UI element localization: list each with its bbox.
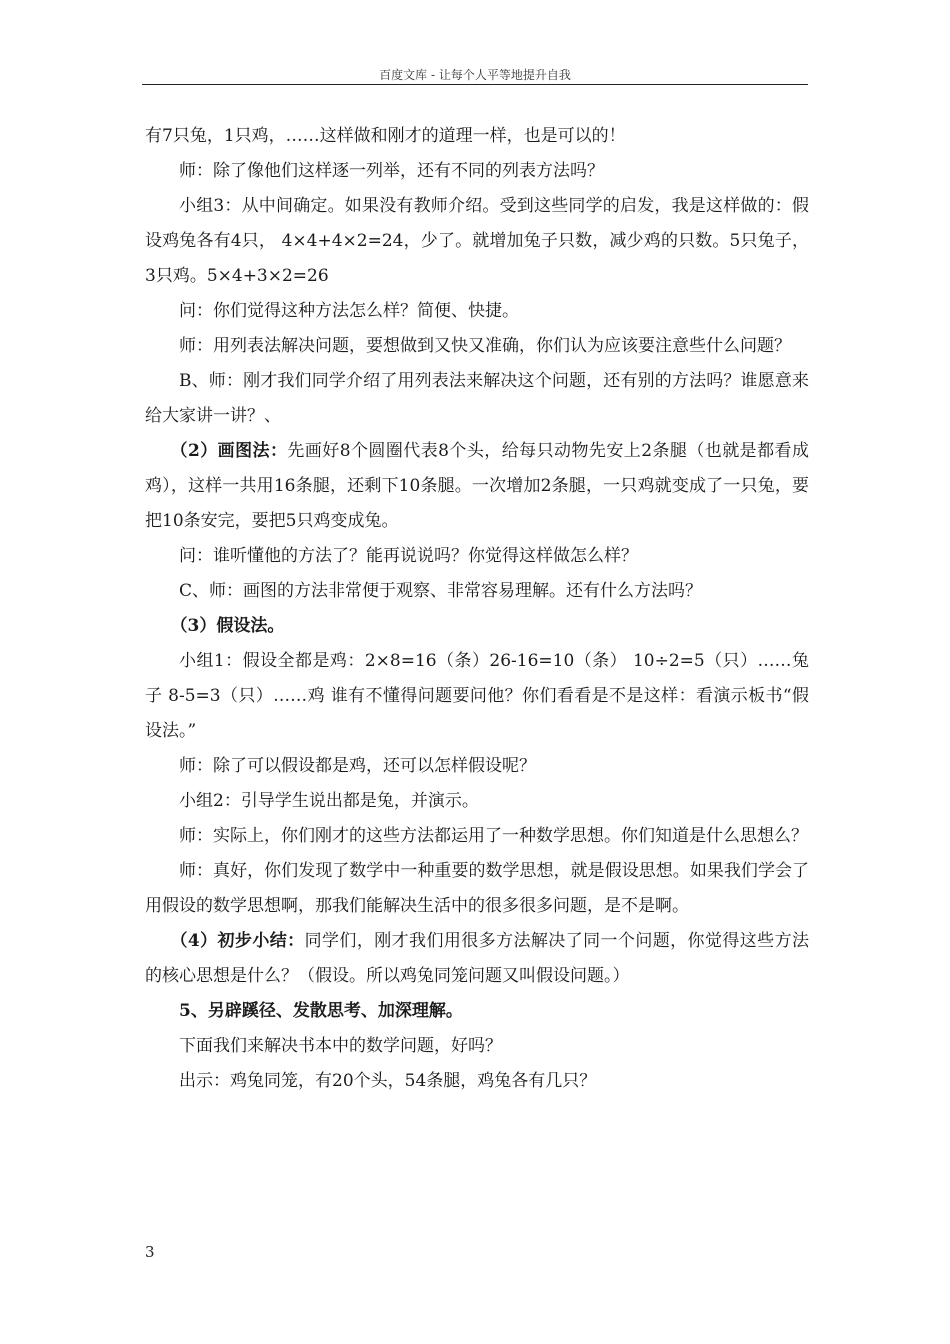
- section-label: （2）画图法：: [170, 441, 288, 461]
- paragraph: C、师：画图的方法非常便于观察、非常容易理解。还有什么方法吗？: [179, 581, 703, 601]
- paragraph: 师：除了可以假设都是鸡，还可以怎样假设呢？: [179, 756, 536, 776]
- paragraph-text: 同学们，刚才我们用很多方法解决了同一个问题，你觉得这些方法的核心思想是什么？（假设。所以鸡兔同笼问题又叫假设问题。）: [145, 931, 809, 986]
- paragraph: 问：你们觉得这种方法怎么样？简便、快捷。: [179, 301, 519, 321]
- paragraph: 师：真好，你们发现了数学中一种重要的数学思想，就是假设思想。如果我们学会了用假设的数学思想啊，那我们能解决生活中的很多很多问题，是不是啊。: [145, 861, 809, 916]
- paragraph: 有7只兔，1只鸡，……这样做和刚才的道理一样，也是可以的！: [145, 126, 626, 146]
- paragraph: 小组2：引导学生说出都是兔，并演示。: [179, 791, 479, 811]
- section-label: （4）初步小结：: [170, 931, 305, 951]
- page-header: 百度文库 - 让每个人平等地提升自我: [379, 68, 571, 82]
- section-heading: （3）假设法。: [170, 616, 285, 636]
- paragraph: 师：用列表法解决问题，要想做到又快又准确，你们认为应该要注意些什么问题？: [179, 336, 791, 356]
- paragraph: B、师：刚才我们同学介绍了用列表法来解决这个问题，还有别的方法吗？谁愿意来给大家讲一讲？、: [145, 371, 809, 426]
- paragraph-drawing-method: [145, 434, 809, 539]
- header-divider: [142, 84, 808, 85]
- paragraph: 师：实际上，你们刚才的这些方法都运用了一种数学思想。你们知道是什么思想么？: [179, 826, 808, 846]
- paragraph: 出示：鸡兔同笼，有20个头，54条腿，鸡兔各有几只？: [179, 1071, 597, 1091]
- paragraph: 小组3：从中间确定。如果没有教师介绍。受到这些同学的启发，我是这样做的：假设鸡兔各有4只， 4×4+4×2=24，少了。就增加兔子只数，减少鸡的只数。5只兔子，3只鸡。5×4+3×2=26: [145, 196, 809, 286]
- paragraph: 师：除了像他们这样逐一列举，还有不同的列表方法吗？: [179, 161, 604, 181]
- paragraph: 问：谁听懂他的方法了？能再说说吗？你觉得这样做怎么样？: [179, 546, 638, 566]
- page-number: 3: [145, 1243, 155, 1261]
- paragraph: 下面我们来解决书本中的数学问题，好吗？: [179, 1036, 502, 1056]
- paragraph: 小组1：假设全都是鸡：2×8=16（条）26-16=10（条） 10÷2=5（只）……兔子 8-5=3（只）……鸡 谁有不懂得问题要问他？你们看看是不是这样：看演示板书“假设法。”: [145, 651, 809, 741]
- document-body: [145, 119, 809, 1099]
- section-heading: 5、另辟蹊径、发散思考、加深理解。: [179, 1001, 463, 1021]
- paragraph-summary: [145, 924, 809, 994]
- paragraph-text: 先画好8个圆圈代表8个头，给每只动物先安上2条腿（也就是都看成鸡），这样一共用16条腿，还剩下10条腿。一次增加2条腿，一只鸡就变成了一只兔，要把10条安完，要把5只鸡变成兔。: [145, 441, 809, 531]
